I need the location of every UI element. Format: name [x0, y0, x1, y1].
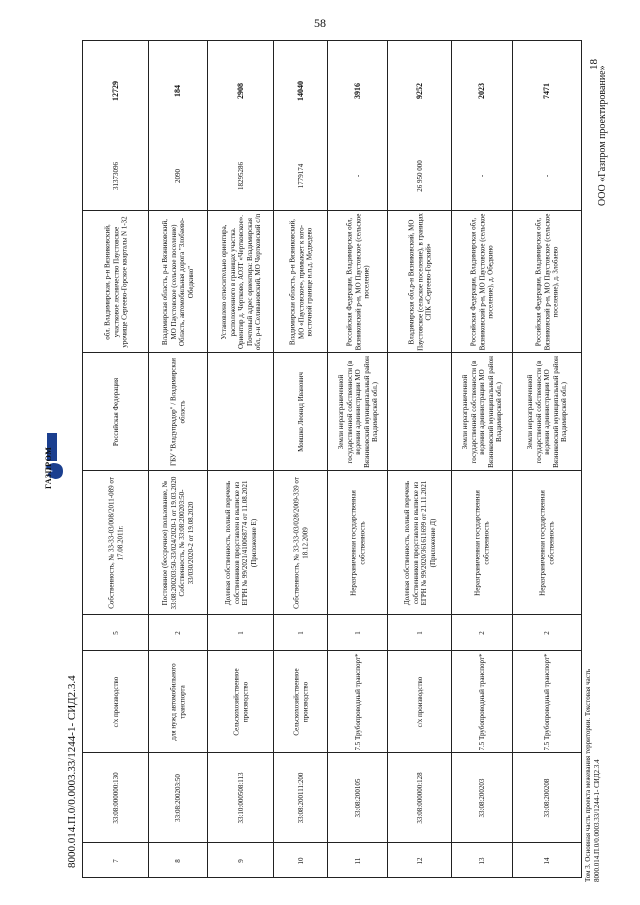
cell-area-total	[83, 141, 148, 211]
cell-code-text: 2	[542, 630, 551, 635]
cell-right-type-text: Постоянное (бессрочное) пользование, № 33:08:200203:50-33/024/2020-1 от 19.03.2020 Собственность, № 33:08:200203:50-33/030/2020-2 от 19.08.2020	[161, 476, 195, 609]
cell-number-text: 12	[415, 857, 424, 865]
cell-area-total	[208, 141, 273, 211]
cell-area-total	[513, 141, 581, 211]
parcel-table	[82, 40, 582, 878]
cell-right-type-text: Собственность, № 33-33-03/008/2011-089 от 17.08.2011г.	[107, 476, 124, 609]
table-row	[328, 41, 388, 877]
cell-code	[274, 615, 327, 651]
cell-right-type-text: Неразграниченная государственная собственность	[473, 489, 490, 596]
cell-right-type	[513, 471, 581, 615]
cell-code	[208, 615, 273, 651]
cell-area-occupied-text: 2908	[235, 83, 245, 99]
cell-area-total	[274, 141, 327, 211]
cell-right-type	[388, 471, 451, 615]
cell-code-text: 2	[477, 630, 486, 635]
cell-permitted-use	[328, 651, 387, 753]
cell-cadastral-number-text: 33:08:200203:50	[173, 773, 182, 822]
cell-permitted-use	[149, 651, 207, 753]
cell-address	[388, 211, 451, 353]
company-name: ООО «Газпром проектирование»	[597, 65, 608, 206]
cell-area-occupied	[328, 41, 387, 141]
cell-area-occupied	[274, 41, 327, 141]
cell-right-type	[83, 471, 148, 615]
cell-number-text: 8	[173, 859, 182, 863]
cell-permitted-use-text: с/х производство	[111, 676, 120, 727]
cell-right-type-text: Долевая собственность, полный перечень собственников представлен в выписке из ЕГРН № 99/2020/361611699 от 21.11.2021 (Приложение Д)	[402, 480, 436, 605]
cell-area-total-text: 18295286	[236, 161, 245, 190]
sheet-number: 18	[588, 59, 600, 70]
cell-code-text: 1	[236, 630, 245, 635]
cell-cadastral-number-text: 33:08:000000:128	[415, 771, 424, 824]
cell-area-total-text: 26 950 000	[415, 159, 424, 192]
cell-permitted-use	[208, 651, 273, 753]
cell-number	[149, 843, 207, 879]
cell-number	[83, 843, 148, 879]
cell-code	[452, 615, 512, 651]
cell-number	[388, 843, 451, 879]
cell-code-text: 1	[353, 630, 362, 635]
cell-right-holder	[388, 353, 451, 471]
cell-area-total-text: -	[353, 174, 362, 177]
cell-code-text: 5	[111, 630, 120, 635]
cell-permitted-use-text: Сельскохозяйственное производство	[292, 667, 309, 736]
cell-permitted-use	[452, 651, 512, 753]
table-row	[274, 41, 328, 877]
cell-area-occupied-text: 9252	[414, 83, 424, 99]
cell-permitted-use-text: 7.5 Трубопроводный транспорт*	[542, 653, 551, 751]
cell-permitted-use	[513, 651, 581, 753]
footer-line-2: 8000.014.П.0/0.0003.33/1244-1- СИД2.3.4	[593, 759, 601, 882]
cell-address	[208, 211, 273, 353]
cell-right-holder-text: Российская Федерация	[111, 377, 120, 446]
cell-address	[83, 211, 148, 353]
cell-cadastral-number-text: 33:08:200203	[477, 778, 486, 817]
cell-right-type-text: Собственность, № 33-33-03/028/2009-339 от 18.12.2009	[292, 476, 309, 609]
cell-area-occupied-text: 184	[172, 85, 182, 97]
cell-cadastral-number-text: 33:08:200105	[353, 778, 362, 817]
cell-cadastral-number-text: 33:08:200111:200	[296, 772, 305, 823]
cell-cadastral-number-text: 33:10:000508:113	[236, 771, 245, 824]
cell-cadastral-number	[388, 753, 451, 843]
cell-area-occupied	[452, 41, 512, 141]
cell-number-text: 9	[236, 859, 245, 863]
cell-cadastral-number	[274, 753, 327, 843]
cell-cadastral-number	[513, 753, 581, 843]
cell-address-text: Российская Федерация, Владимирская обл, Вязниковский р-н, МО Паустовское (сельское поселение), д. Обедкино	[469, 213, 495, 350]
cell-number	[452, 843, 512, 879]
cell-area-occupied-text: 2023	[476, 83, 486, 99]
cell-right-type-text: Неразграниченная государственная собственность	[349, 489, 366, 596]
cell-permitted-use-text: 7.5 Трубопроводный транспорт*	[353, 653, 362, 751]
cell-number-text: 7	[111, 859, 120, 863]
cell-cadastral-number-text: 33:08:000000:130	[111, 771, 120, 824]
cell-cadastral-number	[328, 753, 387, 843]
cell-code-text: 1	[296, 630, 305, 635]
gazprom-logo-icon	[38, 402, 68, 502]
cell-permitted-use-text: для нужд автомобильного транспорта	[169, 662, 186, 741]
table-row	[208, 41, 274, 877]
cell-area-total-text: -	[477, 174, 486, 177]
cell-address-text: Владимирская область, р-н Вязниковский, МО Паустовское (сельское поселение) Область, автомобильная дорога "Злобаево-Обедкино"	[161, 217, 195, 346]
cell-area-occupied-text: 3916	[352, 83, 362, 99]
cell-number-text: 13	[477, 857, 486, 865]
cell-number-text: 14	[542, 857, 551, 865]
cell-right-holder	[328, 353, 387, 471]
cell-right-type-text: Долевая собственность, полный перечень собственников представлен в выписке из ЕГРН № 99/2021/410068774 от 11.08.2021 (Приложение Е)	[223, 479, 257, 606]
cell-address-text: Российская Федерация, Владимирская обл, Вязниковский р-н, МО Паустовское (сельское поселение)	[344, 213, 370, 350]
cell-area-occupied-text: 12729	[110, 81, 120, 101]
cell-right-type	[274, 471, 327, 615]
cell-cadastral-number	[452, 753, 512, 843]
cell-area-occupied	[208, 41, 273, 141]
cell-area-occupied	[513, 41, 581, 141]
cell-address-text: Владимирская обл,р-н Вязниковский, МО Паустовское (сельское поселение), в границах СПК «Сергеево-Горский»	[406, 212, 432, 351]
cell-right-holder-text: ГБУ "Владупрадор" / Владимирская область	[169, 357, 186, 466]
cell-right-holder	[274, 353, 327, 471]
cell-area-occupied-text: 14040	[295, 81, 305, 101]
cell-right-holder-text: Земли неразграниченной государственной собственности (в ведении администрации МО Вязниковский муниципальный район Владимирской обл.)	[336, 355, 379, 468]
cell-number-text: 10	[296, 857, 305, 865]
cell-area-total-text: 2090	[173, 168, 182, 183]
cell-right-holder	[83, 353, 148, 471]
cell-number	[513, 843, 581, 879]
cell-address-text: обл. Владимирская, р-н Вязниковский, участковое лесничество Паустовское урочище Сергеево-Горское кварталы N 1-32	[102, 215, 128, 348]
cell-cadastral-number	[83, 753, 148, 843]
cell-right-holder	[208, 353, 273, 471]
table-row	[513, 41, 581, 877]
cell-area-occupied-text: 7471	[541, 83, 551, 99]
page-number: 58	[314, 16, 326, 30]
cell-right-type-text: Неразграниченная государственная собственность	[538, 489, 555, 596]
footer-line-1: Том 3. Основная часть проекта межевания территории. Текстовая часть	[584, 668, 592, 882]
cell-address	[513, 211, 581, 353]
cell-right-type	[149, 471, 207, 615]
cell-area-total	[149, 141, 207, 211]
cell-area-occupied	[388, 41, 451, 141]
cell-permitted-use	[274, 651, 327, 753]
cell-cadastral-number-text: 33:08:200208	[542, 778, 551, 817]
cell-area-occupied	[149, 41, 207, 141]
cell-address-text: Российская Федерация, Владимирская обл, Вязниковский р-н, МО Паустовское (сельское поселение), д. Злобаево	[534, 213, 560, 350]
cell-number	[328, 843, 387, 879]
cell-area-total-text: -	[542, 174, 551, 177]
cell-address	[328, 211, 387, 353]
cell-area-total-text: 1779174	[296, 163, 305, 188]
document-code: 8000.014.П.0/0.0003.33/1244-1- СИД2.3.4	[66, 675, 78, 868]
cell-right-holder-text: Мовшко Леонид Иванович	[296, 371, 305, 452]
cell-address	[452, 211, 512, 353]
cell-address-text: Установлено относительно ориентира, расположенного в границах участка. Ориентир д. Чертково, АОЗТ «Чертковское». Почтовый адрес ориентира: Владимирская обл, р-н Селивановский, МО Чертковский с/п	[219, 213, 262, 350]
cell-number	[208, 843, 273, 879]
cell-code	[388, 615, 451, 651]
cell-cadastral-number	[149, 753, 207, 843]
cell-area-occupied	[83, 41, 148, 141]
cell-area-total	[388, 141, 451, 211]
cell-area-total	[328, 141, 387, 211]
cell-permitted-use	[83, 651, 148, 753]
cell-area-total-text: 31373096	[111, 161, 120, 190]
cell-permitted-use-text: Сельскохозяйственное производство	[232, 667, 249, 736]
cell-permitted-use-text: 7.5 Трубопроводный транспорт*	[477, 653, 486, 751]
table-row	[452, 41, 513, 877]
cell-right-holder	[513, 353, 581, 471]
cell-number-text: 11	[353, 857, 362, 865]
cell-address-text: Владимирская область, р-н Вязниковский, МО «Паустовское», примыкает к юго-восточной границе н.п.д. Медведево	[287, 218, 313, 345]
cell-address	[274, 211, 327, 353]
cell-cadastral-number	[208, 753, 273, 843]
cell-code	[328, 615, 387, 651]
cell-right-holder-text: Земли неразграниченной государственной собственности (в ведении администрации МО Вязниковский муниципальный район Владимирской обл.)	[525, 355, 568, 468]
cell-code	[513, 615, 581, 651]
table-row	[83, 41, 149, 877]
cell-right-type	[208, 471, 273, 615]
cell-code	[149, 615, 207, 651]
cell-code-text: 2	[173, 630, 182, 635]
cell-permitted-use	[388, 651, 451, 753]
cell-address	[149, 211, 207, 353]
logo-text: ГАЗПРОМ	[44, 446, 53, 489]
cell-code	[83, 615, 148, 651]
cell-permitted-use-text: с/х производство	[415, 676, 424, 727]
cell-code-text: 1	[415, 630, 424, 635]
cell-right-holder	[149, 353, 207, 471]
cell-area-total	[452, 141, 512, 211]
cell-right-holder	[452, 353, 512, 471]
table-row	[149, 41, 208, 877]
cell-right-holder-text: Земли неразграниченной государственной собственности (в ведении администрации МО Вязниковский муниципальный район Владимирской обл.)	[460, 355, 503, 468]
cell-right-type	[328, 471, 387, 615]
cell-number	[274, 843, 327, 879]
cell-right-type	[452, 471, 512, 615]
table-row	[388, 41, 452, 877]
